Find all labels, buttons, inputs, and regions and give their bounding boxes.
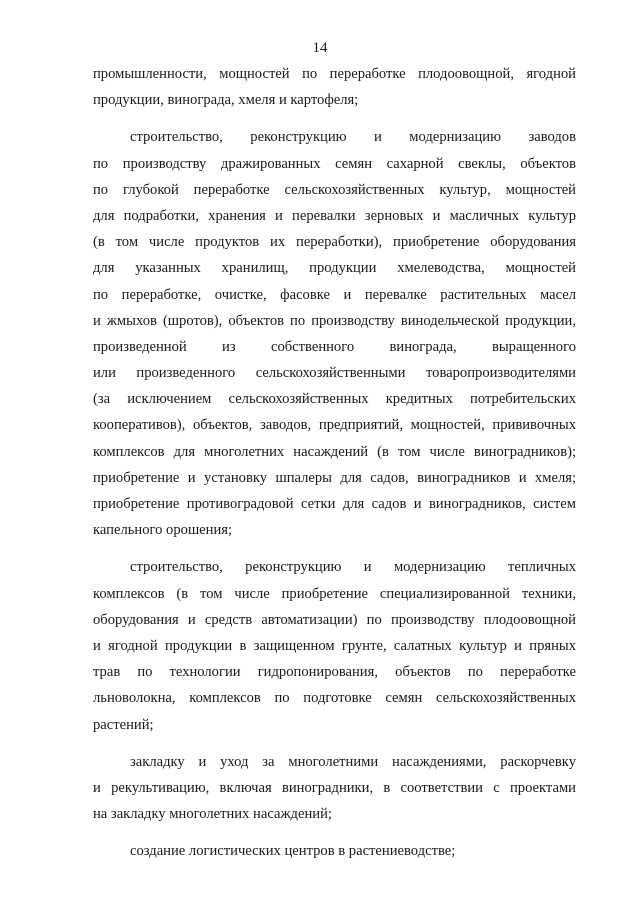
- text-line: льноволокна, комплексов по подготовке семян сельскохозяйственных: [93, 690, 576, 707]
- paragraph: [93, 838, 576, 864]
- document-body: [93, 61, 576, 864]
- text-line: закладку и уход за многолетними насаждениями, раскорчевку: [130, 753, 576, 770]
- paragraph: [93, 554, 576, 737]
- text-line: создание логистических центров в растениеводстве;: [130, 843, 456, 860]
- text-line: строительство, реконструкцию и модернизацию тепличных: [130, 559, 576, 576]
- paragraph: [93, 61, 576, 113]
- text-line: и жмыхов (шротов), объектов по производству винодельческой продукции,: [93, 312, 576, 329]
- page-number: 14: [312, 40, 328, 56]
- text-line: капельного орошения;: [93, 522, 233, 539]
- text-line: (за исключением сельскохозяйственных кредитных потребительских: [93, 391, 576, 408]
- text-line: для указанных хранилищ, продукции хмелеводства, мощностей: [93, 260, 576, 277]
- text-line: комплексов (в том числе приобретение специализированной техники,: [93, 585, 576, 602]
- text-line: (в том числе продуктов их переработки), приобретение оборудования: [93, 234, 576, 251]
- text-line: трав по технологии гидропонирования, объектов по переработке: [93, 664, 576, 681]
- text-line: оборудования и средств автоматизации) по производству плодоовощной: [93, 611, 576, 628]
- text-line: произведенной из собственного винограда, выращенного: [93, 338, 576, 355]
- text-line: приобретение противоградовой сетки для садов и виноградников, систем: [93, 496, 576, 512]
- text-line: и рекультивацию, включая виноградники, в соответствии с проектами: [93, 779, 576, 796]
- text-line: растений;: [93, 716, 154, 733]
- text-line: промышленности, мощностей по переработке плодоовощной, ягодной: [93, 66, 576, 82]
- paragraph: [93, 749, 576, 828]
- text-line: комплексов для многолетних насаждений (в том числе виноградников);: [93, 443, 576, 460]
- text-line: на закладку многолетних насаждений;: [93, 806, 332, 823]
- text-line: приобретение и установку шпалеры для садов, виноградников и хмеля;: [93, 469, 576, 486]
- text-line: строительство, реконструкцию и модернизацию заводов: [130, 129, 576, 146]
- text-line: или произведенного сельскохозяйственными товаропроизводителями: [93, 365, 576, 382]
- text-line: по производству дражированных семян сахарной свеклы, объектов: [93, 155, 576, 172]
- text-line: кооперативов), объектов, заводов, предприятий, мощностей, прививочных: [93, 417, 576, 434]
- text-line: продукции, винограда, хмеля и картофеля;: [93, 92, 359, 109]
- text-line: для подработки, хранения и перевалки зерновых и масличных культур: [93, 207, 576, 224]
- text-line: по переработке, очистке, фасовке и перевалке растительных масел: [93, 286, 576, 303]
- text-line: по глубокой переработке сельскохозяйственных культур, мощностей: [93, 181, 576, 198]
- text-line: и ягодной продукции в защищенном грунте, салатных культур и пряных: [93, 637, 576, 654]
- paragraph: [93, 124, 576, 543]
